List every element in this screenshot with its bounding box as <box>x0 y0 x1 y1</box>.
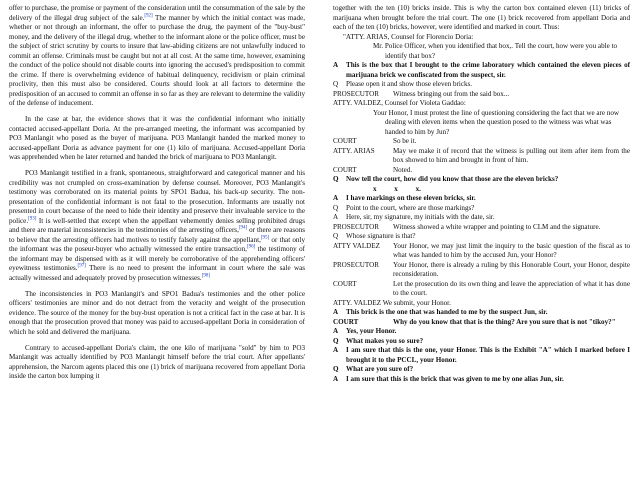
left-column <box>9 4 305 388</box>
footnote-link[interactable]: [98] <box>201 273 211 279</box>
transcript-question: Q What makes you so sure? <box>333 336 424 345</box>
transcript-answer: A I am sure that this is the one, your Honor. This is the Exhibit "A" which I marked before I brought it to the PCCL, your Honor. <box>333 346 630 364</box>
transcript-court: COURT Noted. <box>333 165 413 174</box>
transcript-ellipsis: x x x. <box>373 184 421 193</box>
paragraph-inconsistencies: The inconsistencies in PO3 Manlangit's and SPO1 Badua's testimonies and the other police officers' testimonies are minor and do not detract from the veracity and weight of the prosecution evidence. The source of the money for the buy-bust operation is not a critical fact in the case at bar. It is enough that the prosecution proved that money was paid to accused-appellant Doria in consideration of which he sold and delivered the marijuana. <box>9 289 305 336</box>
transcript-prosecutor: PROSECUTOR Your Honor, there is already a ruling by this Honorable Court, your Honor, despite reconsideration. <box>333 260 630 278</box>
transcript-court: COURT So be it. <box>333 137 417 145</box>
transcript-objection: Your Honor, I must protest the line of questioning considering the fact that we are now dealing with eleven items when the question posed to the witness was what was handed to him by Jun? <box>373 108 620 136</box>
transcript-answer: A I am sure that this is the brick that was given to me by one alias Jun, sir. <box>333 374 564 383</box>
transcript-question: Mr. Police Officer, when you identified that box,. Tell the court, how were you able to identify that box? <box>373 42 618 60</box>
paragraph-marijuana-identified: Contrary to accused-appellant Doria's claim, the one kilo of marijuana "sold" by him to PO3 Manlangit was actually identified by PO3 Manlangit himself before the trial court. After appellants' apprehension, the Narcom agents placed this one (1) brick of marijuana recovered from appellant Doria inside the carton box lumping it <box>9 343 305 380</box>
paragraph-evidence: In the case at bar, the evidence shows that it was the confidential informant who initially contacted accused-appellant Doria. At the pre-arranged meeting, the informant was accompanied by PO3 Manlangit who posed as the buyer of marijuana. PO3 Manlangit handed the marked money to accused-appellant Doria as advance payment for one (1) kilo of marijuana. Accused-appellant Doria was apprehended when he later returned and handed the brick of marijuana to PO3 Manlangit. <box>9 115 305 161</box>
transcript-counsel: ATTY. VALDEZ We submit, your Honor. <box>333 298 451 307</box>
footnote-link[interactable]: [96] <box>246 244 256 250</box>
footnote-link[interactable]: [97] <box>77 263 86 269</box>
transcript-court: COURT Let the prosecution do its own thing and leave the appreciation of what it has done to the court. <box>333 279 630 297</box>
paragraph-testimony: PO3 Manlangit testified in a frank, spontaneous, straightforward and categorical manner and his credibility was not crumpled on cross-examination by defense counsel. Moreover, PO3 Manlangit's testimony was corroborated on its material points by SPO1 Badua, his back-up security. The non-presentation of the confidential informant is not fatal to the prosecution. Informants are usually not presented in court because of the need to hide their identity and preserve their invaluable service to the police.[93] It is well-settled that except when the appellant vehemently denies selling prohibited drugs and there are material inconsistencies in the testimonies of the arresting officers,[94] or there are reasons to believe that the arresting officers had motives to testify falsely against the appellant,[95] or that only the informant was the poseur-buyer who actually witnessed the entire transaction,[96] the testimony of the informant may be dispensed with as it will merely be corroborative of the apprehending officers' eyewitness testimonies.[97] There is no need to present the informant in court where the sale was actually witnessed and adequately proved by prosecution witnesses.[98] <box>9 169 305 282</box>
paragraph-predisposition: offer to purchase, the promise or payment of the consideration until the consummation of the sale by the delivery of the illegal drug subject of the sale.[92] The manner by which the initial contact was made, whether or not through an informant, the offer to purchase the drug, the payment of the "buy-bust" money, and the delivery of the illegal drug, whether to the informant alone or the police officer, must be the subject of strict scrutiny by courts to insure that law-abiding citizens are not unlawfully induced to commit an offense. Criminals must be caught but not at all cost. At the same time, however, examining the conduct of the police should not disable courts into ignoring the accused's predisposition to commit the crime. If there is overwhelming evidence of habitual delinquency, recidivism or plain criminal proclivity, then this must also be considered. Courts should look at all factors to determine the predisposition of an accused to commit an offense in so far as they are relevant to determine the validity of the defense of inducement. <box>9 4 305 107</box>
transcript-counsel: ATTY VALDEZ Your Honor, we may just limit the inquiry to the basic question of the fiscal as to what was handed to him by the accused Jun, your Honor? <box>333 241 630 259</box>
transcript-answer: A This is the box that I brought to the crime laboratory which contained the eleven pieces of marijuana brick we confiscated from the suspect, sir. <box>333 61 630 79</box>
transcript-heading: ATTY. VALDEZ, Counsel for Violeta Gaddao: <box>333 99 466 107</box>
transcript-question: Q Point to the court, where are those markings? <box>333 203 475 212</box>
transcript-answer: A This brick is the one that was handed to me by the suspect Jun, sir. <box>333 308 548 316</box>
footnote-link[interactable]: [95] <box>260 235 270 241</box>
transcript-prosecutor: PROSECUTOR Witness bringing out from the said box... <box>333 89 510 98</box>
right-column <box>333 4 630 384</box>
footnote-link[interactable]: [92] <box>144 13 153 19</box>
transcript-question: Q What are you sure of? <box>333 365 414 373</box>
transcript-court: COURT Why do you know that that is the thing? Are you sure that is not "tikoy?" <box>333 317 616 326</box>
transcript-answer: A I have markings on these eleven bricks, sir. <box>333 194 476 202</box>
transcript-question: Q Whose signature is that? <box>333 232 416 240</box>
transcript-question: Q Please open it and show those eleven bricks. <box>333 80 473 88</box>
transcript-counsel: ATTY. ARIAS May we make it of record that the witness is pulling out item after item from the box showed to him and brought in front of him. <box>333 146 630 164</box>
footnote-link[interactable]: [94] <box>238 225 248 231</box>
paragraph-carton-box: together with the ten (10) bricks inside. This is why the carton box contained eleven (11) bricks of marijuana when brought before the trial court. The one (1) brick recovered from appellant Doria and each of the ten (10) bricks, however, were identified and marked in court. Thus: <box>333 4 630 31</box>
transcript-prosecutor: PROSECUTOR Witness showed a white wrapper and pointing to CLM and the signature. <box>333 222 601 231</box>
transcript-heading: "ATTY. ARIAS, Counsel for Florencio Doria: <box>343 32 474 41</box>
transcript-answer: A Here, sir, my signature, my initials with the date, sir. <box>333 213 495 221</box>
transcript-question: Q Now tell the court, how did you know that those are the eleven bricks? <box>333 175 559 183</box>
transcript-answer: A Yes, your Honor. <box>333 327 397 335</box>
footnote-link[interactable]: [93] <box>28 216 37 222</box>
